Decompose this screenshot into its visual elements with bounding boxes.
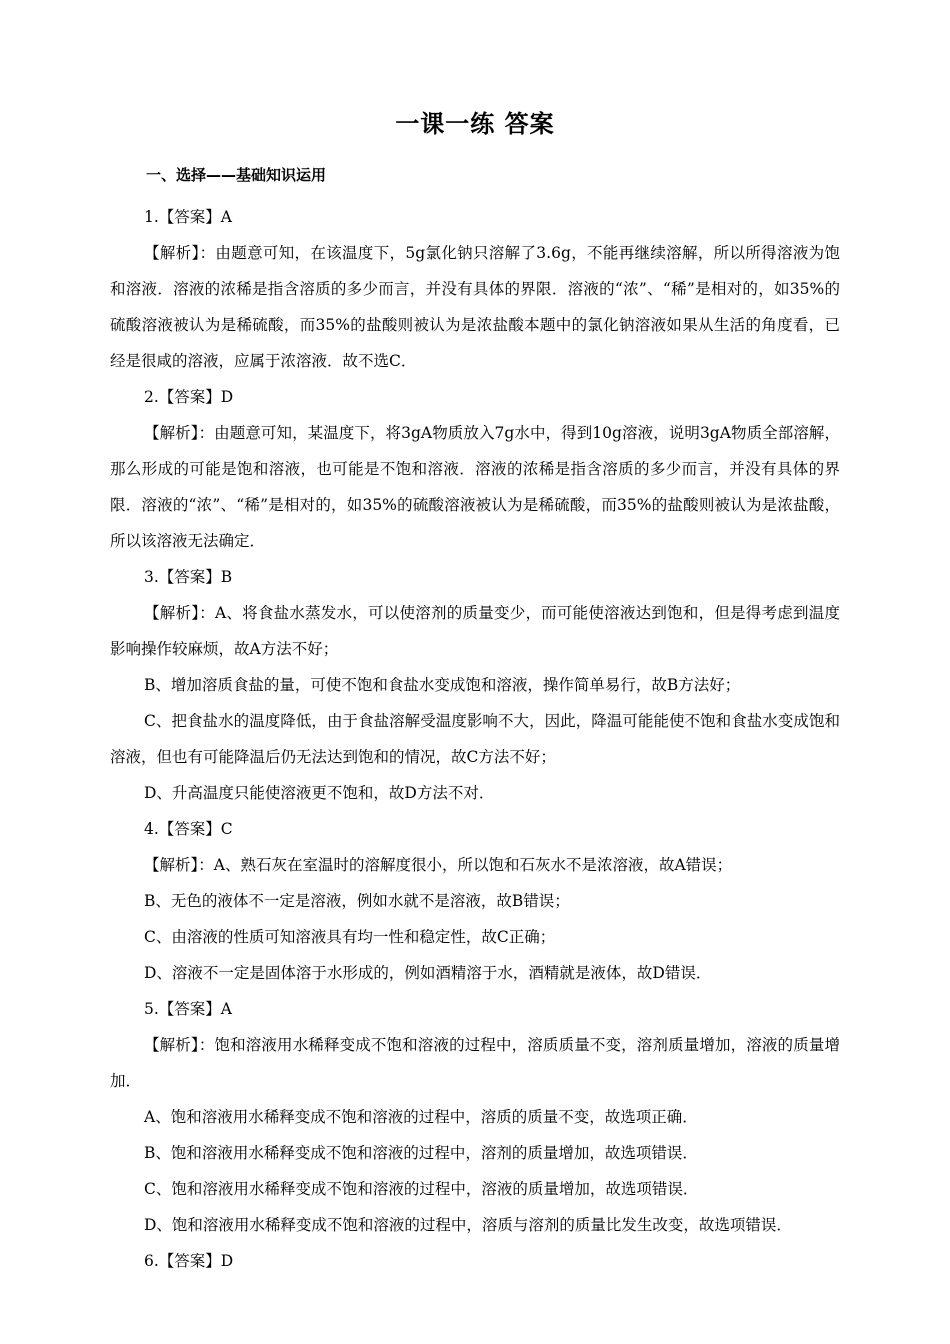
answer-line: 2.【答案】D: [144, 388, 234, 406]
explanation-paragraph: C、由溶液的性质可知溶液具有均一性和稳定性，故C正确；: [144, 928, 556, 946]
explanation-paragraph: B、增加溶质食盐的量，可使不饱和食盐水变成饱和溶液，操作简单易行，故B方法好；: [144, 676, 741, 694]
explanation-paragraph: C、把食盐水的温度降低，由于食盐溶解受温度影响不大，因此，降温可能能使不饱和食盐水变成饱和溶液，但也有可能降温后仍无法达到饱和的情况，故C方法不好；: [110, 712, 840, 766]
explanation-paragraph: D、溶液不一定是固体溶于水形成的，例如酒精溶于水，酒精就是液体，故D错误．: [144, 964, 712, 982]
answer-line: 3.【答案】B: [144, 568, 233, 586]
explanation-paragraph: B、无色的液体不一定是溶液，例如水就不是溶液，故B错误；: [144, 892, 570, 910]
explanation-paragraph: 【解析】：饱和溶液用水稀释变成不饱和溶液的过程中，溶质质量不变，溶剂质量增加，溶液的质量增加．: [110, 1036, 840, 1090]
explanation-paragraph: D、饱和溶液用水稀释变成不饱和溶液的过程中，溶质与溶剂的质量比发生改变，故选项错误．: [144, 1216, 792, 1234]
explanation-paragraph: 【解析】：A、熟石灰在室温时的溶解度很小，所以饱和石灰水不是浓溶液，故A错误；: [144, 856, 733, 874]
explanation-paragraph: 【解析】：由题意可知，在该温度下，5g氯化钠只溶解了3.6g，不能再继续溶解，所以所得溶液为饱和溶液．溶液的浓稀是指含溶质的多少而言，并没有具体的界限．溶液的“浓”、“稀”是相对的，如35%的硫酸溶液被认为是稀硫酸，而35%的盐酸则被认为是浓盐酸本题中的氯化钠溶液如果从生活的角度看，已经是很咸的溶液，应属于浓溶液．故不选C．: [110, 244, 840, 370]
section-heading: 一、选择——基础知识运用: [146, 166, 327, 184]
explanation-paragraph: D、升高温度只能使溶液更不饱和，故D方法不对．: [144, 784, 495, 802]
page-title: 一课一练 答案: [395, 110, 555, 138]
explanation-paragraph: B、饱和溶液用水稀释变成不饱和溶液的过程中，溶剂的质量增加，故选项错误．: [144, 1144, 698, 1162]
answer-line: 1.【答案】A: [144, 208, 232, 226]
explanation-paragraph: A、饱和溶液用水稀释变成不饱和溶液的过程中，溶质的质量不变，故选项正确．: [144, 1108, 698, 1126]
answer-line: 5.【答案】A: [144, 1000, 232, 1018]
explanation-paragraph: 【解析】：由题意可知，某温度下，将3gA物质放入7g水中，得到10g溶液，说明3gA物质全部溶解，那么形成的可能是饱和溶液，也可能是不饱和溶液．溶液的浓稀是指含溶质的多少而言，并没有具体的界限．溶液的“浓”、“稀”是相对的，如35%的硫酸溶液被认为是稀硫酸，而35%的盐酸则被认为是浓盐酸，所以该溶液无法确定．: [110, 424, 840, 550]
explanation-paragraph: 【解析】：A、将食盐水蒸发水，可以使溶剂的质量变少，而可能使溶液达到饱和，但是得考虑到温度影响操作较麻烦，故A方法不好；: [110, 604, 840, 658]
answer-line: 6.【答案】D: [144, 1252, 234, 1270]
answer-body: [110, 199, 840, 1279]
explanation-paragraph: C、饱和溶液用水稀释变成不饱和溶液的过程中，溶液的质量增加，故选项错误．: [144, 1180, 699, 1198]
answer-line: 4.【答案】C: [144, 820, 233, 838]
